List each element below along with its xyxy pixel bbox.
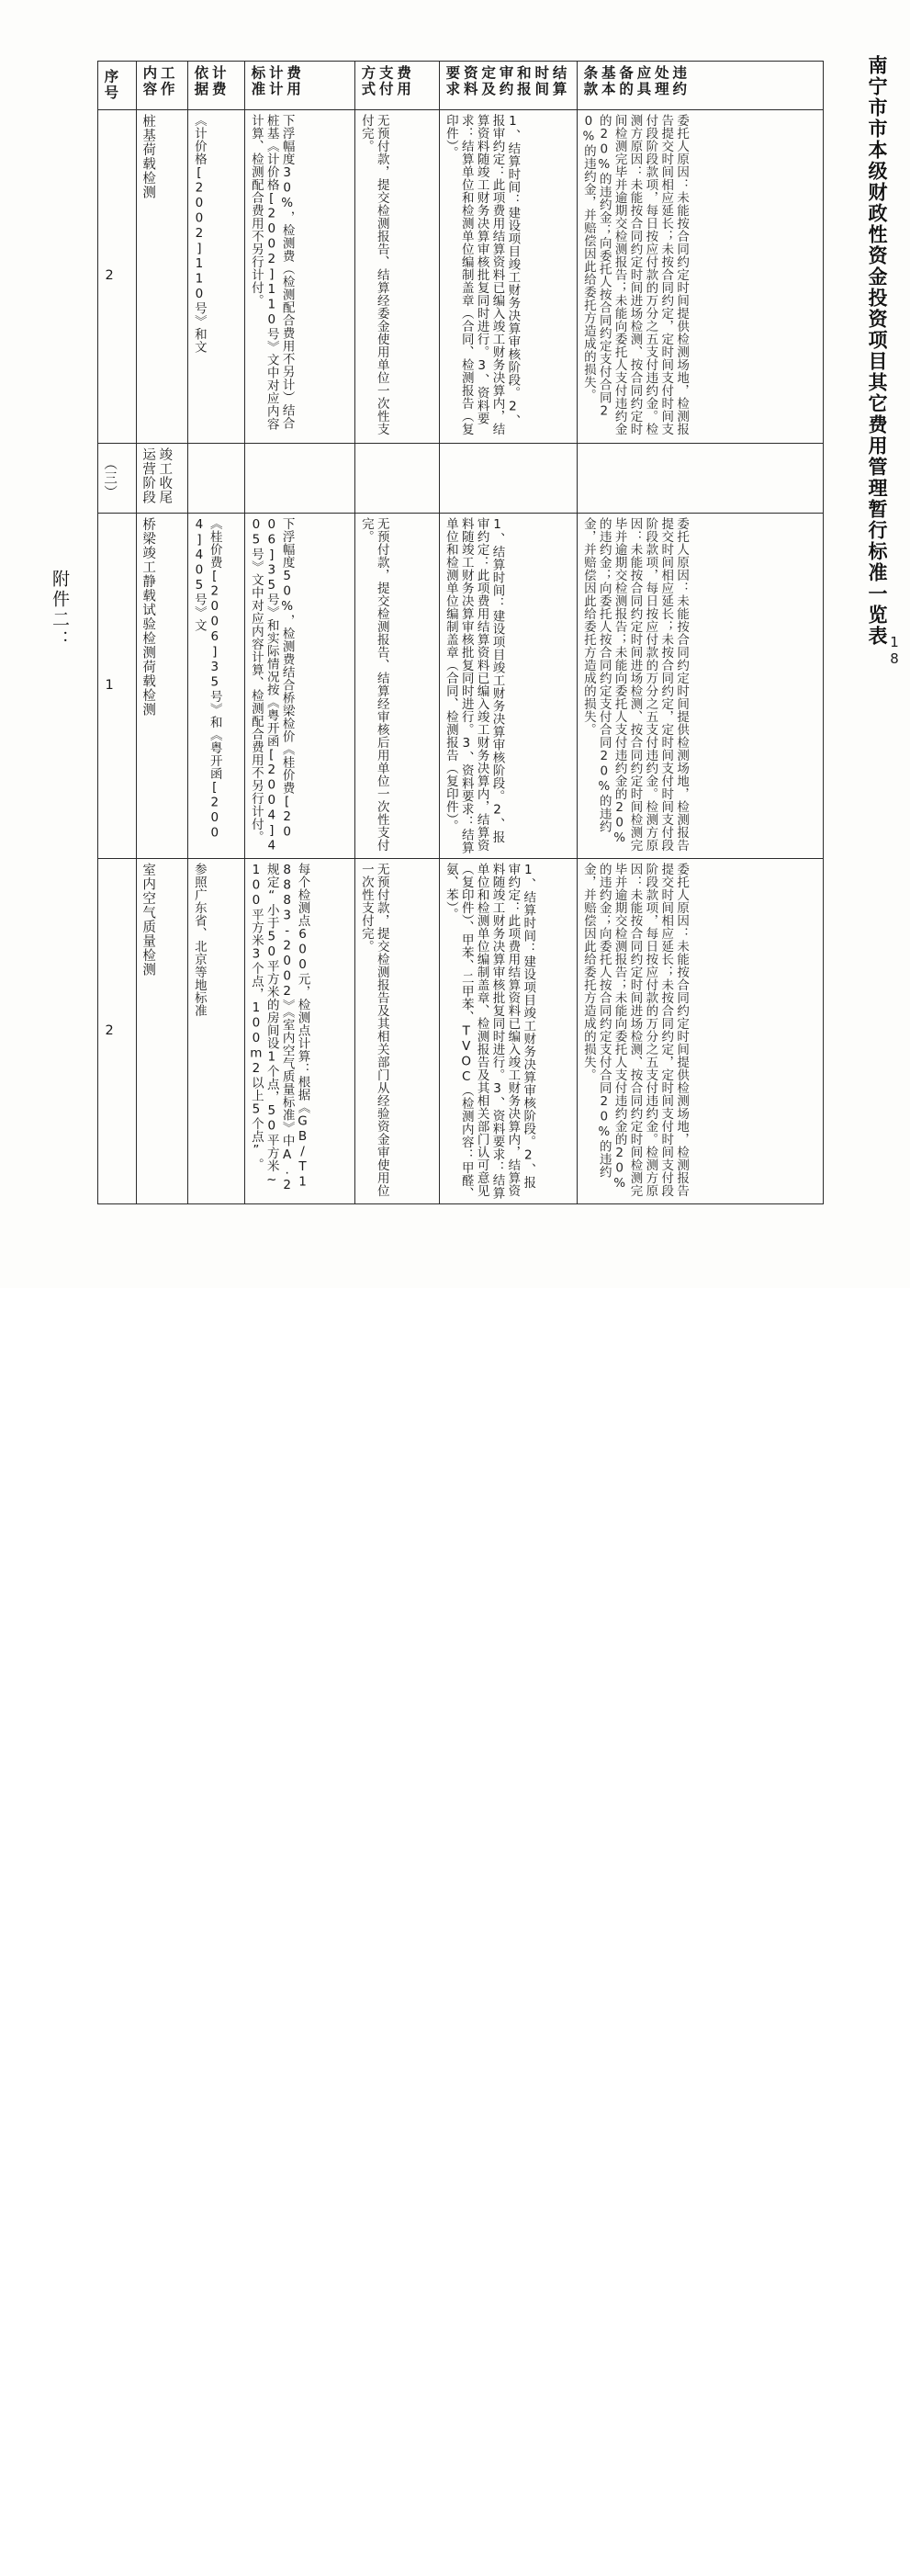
column-header-seq — [98, 62, 137, 110]
cell-payment — [355, 513, 440, 858]
cell-breach-value: 委托人原因：未能按合同约定时间提供检测场地，检测报告提交时间相应延长；未按合同约定，定时间支付时间支付段阶段款项，每日按应付款的万分之五支付违约金。检测方原因：未能按合同约定时间进场检测、按合同约定时间检测完毕并逾期交检测报告；未能向委托人支付违约金的20%的违约金；向委托人按合同约定支付合同20%的违约金，并赔偿因此给委托方造成的损失。 — [580, 862, 690, 1197]
cell-work — [137, 444, 188, 513]
cell-seq-value: 2 — [102, 268, 118, 285]
table-section-row — [98, 444, 824, 513]
table-row — [98, 513, 824, 858]
cell-settlement-value: 1、结算时间：建设项目竣工财务决算审核阶段。2、报审约定：此项费用结算资料已编入竣工财务决算内，结算资料随竣工财务决算审核批复同时进行。3、资料要求：结算单位和检测单位编制盖章（合同、检测报告（复印件）。 — [443, 516, 505, 854]
column-header-breach-label: 违约处理应具备的基本条款 — [581, 65, 688, 97]
column-header-settlement — [440, 62, 578, 110]
cell-breach-value: 委托人原因：未能按合同约定时间提供检测场地，检测报告提交时间相应延长；未按合同约定，定时间支付时间支付段阶段款项，每日按应付款的万分之五支付违约金。检测方原因：未能按合同约定时间进场检测、按合同约定时间检测完毕并逾期交检测报告；未能向委托人支付违约金的20%的违约金；向委托人按合同约定支付合同20%的违约金，并赔偿因此给委托方造成的损失。 — [580, 516, 690, 852]
attachment-label: 附件二： — [50, 570, 70, 650]
cell-seq-value: 2 — [102, 1022, 118, 1039]
cell-basis-value: 《计价格[2002]110号》和文 — [191, 113, 207, 354]
cell-work-value: 桥梁竣工静载试验检测荷载检测 — [140, 516, 156, 717]
cell-basis — [188, 444, 245, 513]
cell-settlement — [440, 109, 578, 444]
cell-seq — [98, 109, 137, 444]
cell-payment-value: 无预付款，提交检测报告、结算经审核后用单位一次性支付完。 — [358, 516, 389, 852]
column-header-standard-label: 费用计计标准 — [249, 65, 302, 97]
column-header-payment — [355, 62, 440, 110]
cell-breach — [578, 444, 824, 513]
cell-standard — [245, 109, 355, 444]
cell-standard-value: 下浮幅度30%，检测费（检测配合费用不另计）结合桩基《计价格[2002]110号》文中对应内容计算、检测配合费用不另行计付。 — [248, 113, 295, 431]
cell-payment — [355, 109, 440, 444]
cell-basis — [188, 109, 245, 444]
column-header-basis — [188, 62, 245, 110]
cell-payment-value: 无预付款，提交检测报告及其相关部门从经验资金审使用位一次性支付完。 — [358, 862, 389, 1197]
cell-settlement — [440, 444, 578, 513]
table-row — [98, 109, 824, 444]
cell-payment — [355, 444, 440, 513]
table-row — [98, 858, 824, 1203]
cell-seq — [98, 444, 137, 513]
column-header-payment-label: 费用支付方式 — [359, 65, 412, 97]
cell-work — [137, 513, 188, 858]
cell-standard — [245, 444, 355, 513]
cell-breach — [578, 513, 824, 858]
cell-standard-value: 每个检测点600元，检测点计算：根据《GB/T18883-2002》《室内空气质量标准》中A.2规定“小于50平方米的房间设1个点，50平方米~100平方米3个点，100m2以上5个点”。 — [248, 862, 310, 1192]
column-header-basis-label: 计费依据 — [192, 65, 227, 97]
column-header-work — [137, 62, 188, 110]
cell-basis — [188, 513, 245, 858]
page-title: 南宁市市本级财政性资金投资项目其它费用管理暂行标准一览表 — [866, 55, 888, 647]
cell-settlement-value: 1、结算时间：建设项目竣工财务决算审核阶段。2、报审约定：此项费用结算资料已编入竣工财务决算内，结算资料随竣工财务决算审核批复同时进行。3、资料要求：结算单位和检测单位编制盖章、检测报告及其相关部门认可意见（复印件）、甲苯、二甲苯、TVOC（检测内容：甲醛、氨、苯）。 — [443, 862, 536, 1200]
cell-seq — [98, 858, 137, 1203]
cell-work-value: 竣工收尾运营阶段 — [140, 447, 173, 505]
cell-payment — [355, 858, 440, 1203]
cell-standard — [245, 858, 355, 1203]
column-header-settlement-label: 结算时间和报审约定及资料要求 — [444, 65, 567, 97]
page-number: 18 — [886, 634, 903, 667]
cell-seq-value: 1 — [102, 677, 118, 694]
cell-work-value: 室内空气质量检测 — [140, 862, 156, 977]
cell-work-value: 桩基荷载检测 — [140, 113, 156, 199]
cell-settlement — [440, 513, 578, 858]
cell-basis-value: 参照广东省、北京等地标准 — [191, 862, 207, 1017]
cell-standard-value: 下浮幅度50%，检测费结合桥梁检价《桂价费[2006]35号》和实际情况按《粤开函[2004]405号》文中对应内容计算、检测配合费用不另行计付。 — [248, 516, 295, 853]
table-header-row — [98, 62, 824, 110]
cell-settlement — [440, 858, 578, 1203]
cell-seq — [98, 513, 137, 858]
cell-work — [137, 109, 188, 444]
column-header-standard — [245, 62, 355, 110]
fee-standard-table — [97, 61, 823, 1204]
column-header-breach — [578, 62, 824, 110]
cell-basis-value: 《桂价费[2006]35号》和《粤开函[2004]405号》文 — [191, 516, 222, 841]
cell-seq-value: （三） — [102, 457, 118, 500]
cell-standard — [245, 513, 355, 858]
column-header-work-label: 工作内容 — [140, 65, 175, 97]
cell-work — [137, 858, 188, 1203]
cell-basis — [188, 858, 245, 1203]
cell-payment-value: 无预付款，提交检测报告、结算经委金使用单位一次性支付完。 — [358, 113, 389, 435]
cell-breach — [578, 858, 824, 1203]
cell-settlement-value: 1、结算时间：建设项目竣工财务决算审核阶段。2、报审约定：此项费用结算资料已编入竣工财务决算内，结算资料随竣工财务决算审核批复同时进行。3、资料要求：结算单位和检测单位编制盖章（合同、检测报告（复印件）。 — [443, 113, 521, 435]
cell-breach — [578, 109, 824, 444]
cell-breach-value: 委托人原因：未能按合同约定时间提供检测场地，检测报告提交时间相应延长；未按合同约定，定时间支付时间支付段阶段款项，每日按应付款的万分之五支付违约金。检测方原因：未能按合同约定时间进场检测、按合同约定时间检测完毕并逾期交检测报告；未能向委托人支付违约金的20%的违约金；向委托人按合同约定支付合同20%的违约金，并赔偿因此给委托方造成的损失。 — [580, 113, 690, 435]
column-header-seq-label: 序号 — [102, 69, 119, 102]
